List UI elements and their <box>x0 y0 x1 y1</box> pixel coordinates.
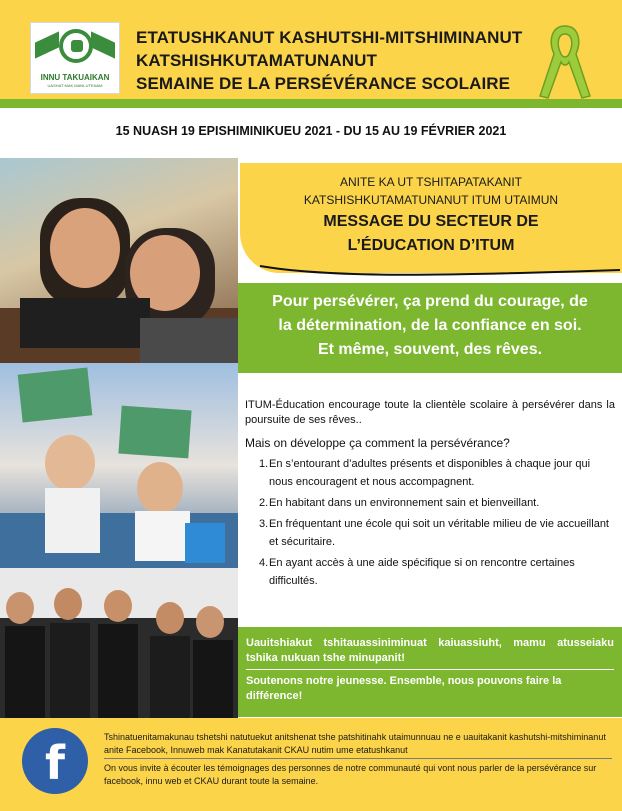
photo-children-reading <box>0 158 238 363</box>
logo-wing-left <box>35 31 59 58</box>
intro-paragraph: ITUM-Éducation encourage toute la clientèle scolaire à persévérer dans la poursuite de ses rêves.. <box>245 399 615 426</box>
photo-sports-team <box>0 568 238 718</box>
footer-divider <box>104 758 612 759</box>
date-text: 15 NUASH 19 EPISHIMINIKUEU 2021 - DU 15 AU 19 FÉVRIER 2021 <box>115 124 507 138</box>
message-underline-stroke <box>240 262 622 280</box>
list-item: 4. En ayant accès à une aide spécifique si on rencontre certaines difficultés. <box>259 557 575 587</box>
title-line-1: ETATUSHKANUT KASHUTSHI-MITSHIMINANUT <box>136 28 523 47</box>
steps-list <box>245 455 615 590</box>
footer-innu-text: Tshinatuenitamakunau tshetshi natutuekut anitshenat tshe patshitinahk utaimunnuau ne e uauitakanit kashutshi-mitshiminanut anite Facebook, Innuweb mak Kanatutakanit CKAU nutim ume etatushkanut <box>104 732 606 755</box>
footer <box>0 718 622 811</box>
logo-wing-right <box>91 31 115 58</box>
message-header-box <box>240 163 622 273</box>
photo-children-signs <box>0 363 238 568</box>
message-french-title <box>240 210 622 258</box>
quote-text <box>244 290 616 362</box>
title-line-2: KATSHISHKUTAMATUNANUT <box>136 51 378 70</box>
quote-line-2: la détermination, de la confiance en soi. <box>278 317 582 334</box>
page-title <box>136 26 522 95</box>
message-title-line-1: MESSAGE DU SECTEUR DE <box>323 213 539 230</box>
quote-line-1: Pour persévérer, ça prend du courage, de <box>272 293 588 310</box>
slogan-innu: Uauitshiakut tshitauassiniminuat kaiuassiuht, mamu atusseiaku tshika nukuan tshe minupanit! <box>246 637 614 664</box>
logo-emblem <box>59 29 93 63</box>
slogan-divider <box>246 669 614 670</box>
message-innu-line-2: KATSHISHKUTAMATUNANUT ITUM UTAIMUN <box>303 193 559 207</box>
quote-line-3: Et même, souvent, des rêves. <box>317 341 543 358</box>
awareness-ribbon-icon <box>534 22 596 102</box>
message-innu-line-1: ANITE KA UT TSHITAPATAKANIT <box>339 175 523 189</box>
slogan-box <box>238 627 622 717</box>
footer-french-text: On vous invite à écouter les témoignages des personnes de notre communauté qui vont nous parler de la persévérance sur facebook, innu web et CKAU durant toute la semaine. <box>104 763 597 786</box>
list-item: 1. En s’entourant d’adultes présents et disponibles à chaque jour qui nous encouragent et nous accompagnent. <box>259 458 591 488</box>
quote-box <box>238 283 622 373</box>
logo-text: INNU TAKUAIKAN <box>40 73 110 82</box>
slogan-french: Soutenons notre jeunesse. Ensemble, nous pouvons faire la différence! <box>246 675 562 702</box>
title-line-3: SEMAINE DE LA PERSÉVÉRANCE SCOLAIRE <box>136 74 511 93</box>
header-banner <box>0 0 622 108</box>
logo-icon <box>30 22 120 94</box>
facebook-glyph: f <box>44 736 65 790</box>
message-innu-title <box>240 173 622 209</box>
date-bar <box>0 108 622 158</box>
message-title-line-2: L’ÉDUCATION D’ITUM <box>347 237 515 254</box>
body-text <box>245 398 615 593</box>
logo-subtext: UASHAT MAK MANI-UTENAM <box>47 83 103 88</box>
question-text: Mais on développe ça comment la persévérance? <box>245 436 510 450</box>
header-green-stripe <box>0 99 622 108</box>
list-item: 3. En fréquentant une école qui soit un véritable milieu de vie accueillant et sécuritaire. <box>259 518 609 548</box>
list-item: 2. En habitant dans un environnement sain et bienveillant. <box>259 497 540 509</box>
